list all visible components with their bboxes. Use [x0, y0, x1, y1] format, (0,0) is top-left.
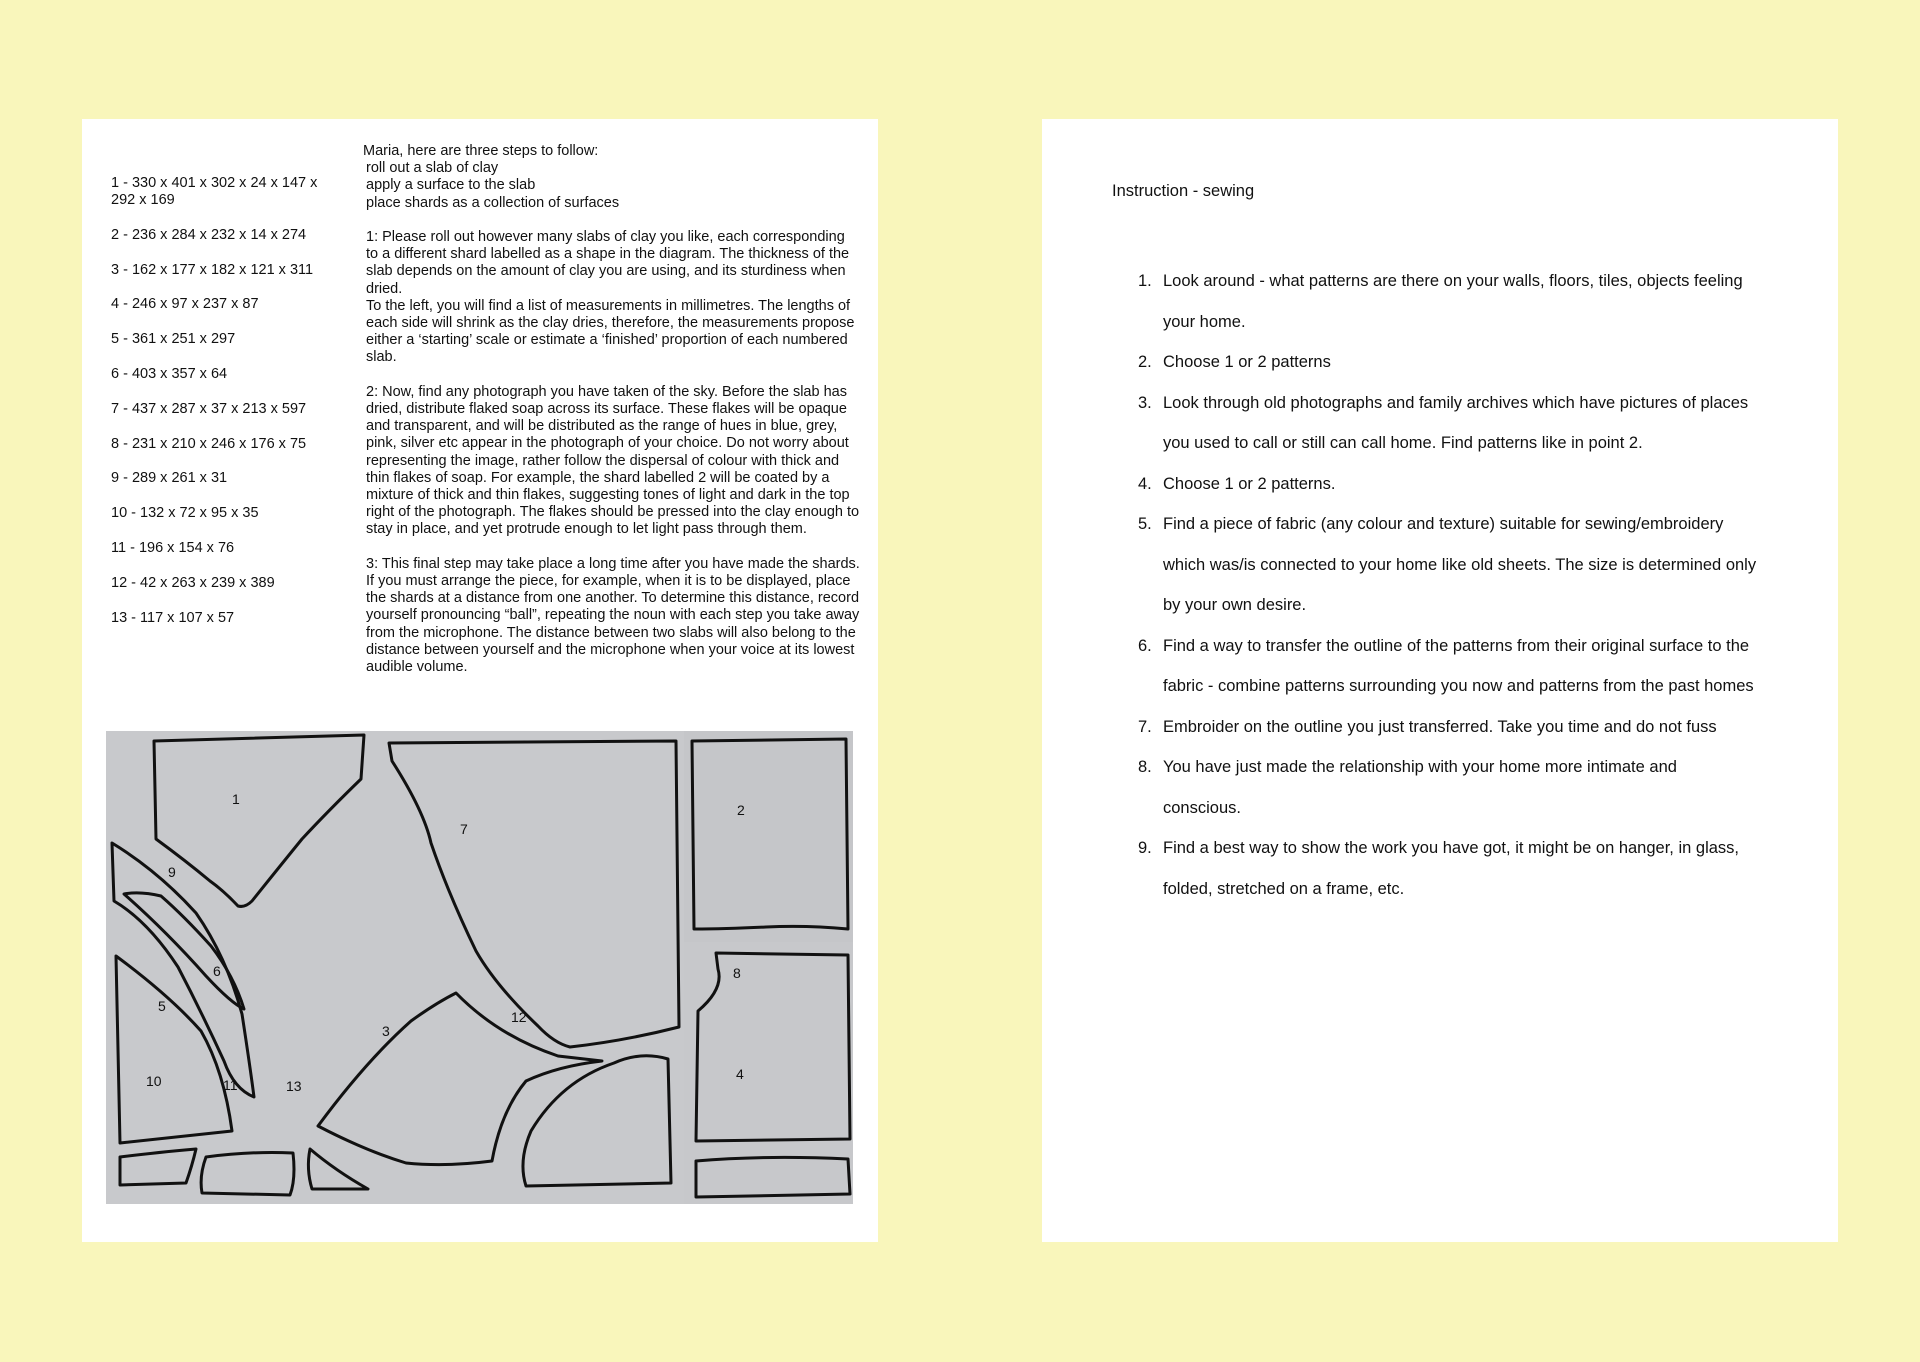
measurement-list	[111, 175, 341, 644]
sewing-step	[1112, 383, 1792, 464]
shard-label: 5	[158, 998, 166, 1014]
shard-label: 12	[511, 1009, 527, 1025]
sewing-step-line: folded, stretched on a frame, etc.	[1163, 879, 1405, 898]
measurement-item: 7 - 437 x 287 x 37 x 213 x 597	[111, 400, 307, 417]
sewing-step-line: Embroider on the outline you just transferred. Take you time and do not fuss	[1163, 717, 1717, 736]
shard-label: 1	[232, 791, 240, 807]
sewing-step-line: you used to call or still can call home. Find patterns like in point 2.	[1163, 434, 1643, 452]
sewing-step-number: 5.	[1138, 515, 1152, 533]
sewing-step	[1112, 504, 1792, 626]
sewing-step-line: Choose 1 or 2 patterns	[1163, 353, 1331, 371]
step-1-text: 1: Please roll out however many slabs of clay you like, each corresponding to a different shard labelled as a shape in the diagram. The thickness of the slab depends on the amount of clay you are using, and its sturdiness when dried.	[366, 229, 850, 297]
sewing-step	[1112, 747, 1792, 828]
sewing-step	[1112, 261, 1792, 342]
sewing-step-number: 2.	[1138, 353, 1152, 371]
sewing-step-number: 9.	[1138, 839, 1152, 857]
diagram-paper-3	[684, 942, 853, 1204]
sewing-step-line: conscious.	[1163, 798, 1241, 817]
measurement-item: 9 - 289 x 261 x 31	[111, 470, 228, 487]
sewing-step	[1112, 626, 1792, 707]
sewing-step-line: Look through old photographs and family archives which have pictures of places	[1163, 393, 1749, 412]
shard-label: 3	[382, 1023, 390, 1039]
sewing-step-line: your home.	[1163, 312, 1246, 331]
shard-label: 2	[737, 802, 745, 818]
sewing-title: Instruction - sewing	[1112, 182, 1255, 200]
diagram-paper-main	[106, 731, 684, 1204]
shard-label: 6	[213, 963, 221, 979]
shard-label: 4	[736, 1066, 744, 1082]
sewing-step-line: Look around - what patterns are there on your walls, floors, tiles, objects feeling	[1163, 272, 1743, 290]
sewing-step-line: Find a best way to show the work you have got, it might be on hanger, in glass,	[1163, 839, 1739, 857]
measurement-item: 2 - 236 x 284 x 232 x 14 x 274	[111, 226, 307, 243]
measurement-item: 4 - 246 x 97 x 237 x 87	[111, 296, 259, 313]
sewing-step	[1112, 828, 1792, 909]
sewing-step-line: by your own desire.	[1163, 596, 1307, 614]
clay-instructions	[363, 143, 860, 676]
step-2-text: 2: Now, find any photograph you have taken of the sky. Before the slab has dried, distribute flaked soap across its surface. These flakes will be opaque and transparent, and will be distributed as the range of hues in blue, grey, pink, silver etc appear in the photograph of your choice. Do not worry about representing the image, rather follow the dispersal of colour with thick and thin flakes of soap. For example, the shard labelled 2 will be coated by a mixture of thick and thin flakes, suggesting tones of light and dark in the top right of the photograph. The flakes should be pressed into the clay enough to stay in place, and yet protrude enough to let light pass through them.	[366, 383, 860, 538]
sewing-step	[1112, 342, 1792, 383]
shard-label: 11	[223, 1077, 238, 1093]
sewing-step-number: 4.	[1138, 474, 1152, 493]
sewing-step-line: Find a way to transfer the outline of the patterns from their original surface to the	[1163, 636, 1750, 655]
intro-item: place shards as a collection of surfaces	[366, 194, 620, 211]
shard-label: 7	[460, 821, 468, 837]
left-page	[82, 119, 878, 1242]
measurement-item: 1 - 330 x 401 x 302 x 24 x 147 x 292 x 169	[111, 175, 318, 208]
shard-label: 9	[168, 864, 176, 880]
sewing-step-line: Choose 1 or 2 patterns.	[1163, 474, 1336, 493]
measurement-item: 6 - 403 x 357 x 64	[111, 365, 228, 382]
sewing-step	[1112, 464, 1792, 505]
sewing-step-line: Find a piece of fabric (any colour and texture) suitable for sewing/embroidery	[1163, 515, 1724, 533]
step-3-text: 3: This final step may take place a long time after you have made the shards. If you must arrange the piece, for example, when it is to be displayed, place the shards at a distance from one another. To determine this distance, record yourself pronouncing “ball”, repeating the noun with each step you take away from the microphone. The distance between two slabs will also belong to the distance between yourself and the microphone when your voice at its lowest audible volume.	[366, 555, 860, 676]
sewing-steps-list	[1112, 261, 1792, 909]
sewing-step-number: 8.	[1138, 758, 1152, 776]
shard-label: 13	[286, 1078, 302, 1094]
shard-label: 8	[733, 965, 741, 981]
measurement-item: 5 - 361 x 251 x 297	[111, 331, 236, 348]
sewing-step-number: 1.	[1138, 272, 1152, 290]
step-1-continued: To the left, you will find a list of measurements in millimetres. The lengths of each side will shrink as the clay dries, therefore, the measurements propose either a ‘starting’ scale or estimate a ‘finished’ proportion of each numbered slab.	[366, 297, 855, 366]
diagram-paper-2	[684, 731, 853, 942]
measurement-item: 10 - 132 x 72 x 95 x 35	[111, 505, 259, 522]
sewing-step-number: 3.	[1138, 393, 1152, 412]
shard-diagram	[106, 731, 853, 1204]
instructions-intro: Maria, here are three steps to follow:	[363, 143, 599, 159]
measurement-item: 8 - 231 x 210 x 246 x 176 x 75	[111, 435, 307, 452]
sewing-step	[1112, 707, 1792, 748]
measurement-item: 11 - 196 x 154 x 76	[111, 539, 235, 556]
sewing-step-line: You have just made the relationship with your home more intimate and	[1163, 758, 1677, 776]
measurement-item: 12 - 42 x 263 x 239 x 389	[111, 574, 275, 591]
intro-item: apply a surface to the slab	[366, 177, 536, 194]
measurement-item: 3 - 162 x 177 x 182 x 121 x 311	[111, 261, 314, 278]
sewing-step-number: 6.	[1138, 636, 1152, 655]
intro-item: roll out a slab of clay	[366, 160, 499, 177]
sewing-step-number: 7.	[1138, 717, 1152, 736]
sewing-step-line: which was/is connected to your home like old sheets. The size is determined only	[1163, 555, 1757, 574]
right-page	[1042, 119, 1838, 1242]
sewing-step-line: fabric - combine patterns surrounding you now and patterns from the past homes	[1163, 677, 1754, 695]
measurement-item: 13 - 117 x 107 x 57	[111, 609, 235, 626]
shard-label: 10	[146, 1073, 162, 1089]
